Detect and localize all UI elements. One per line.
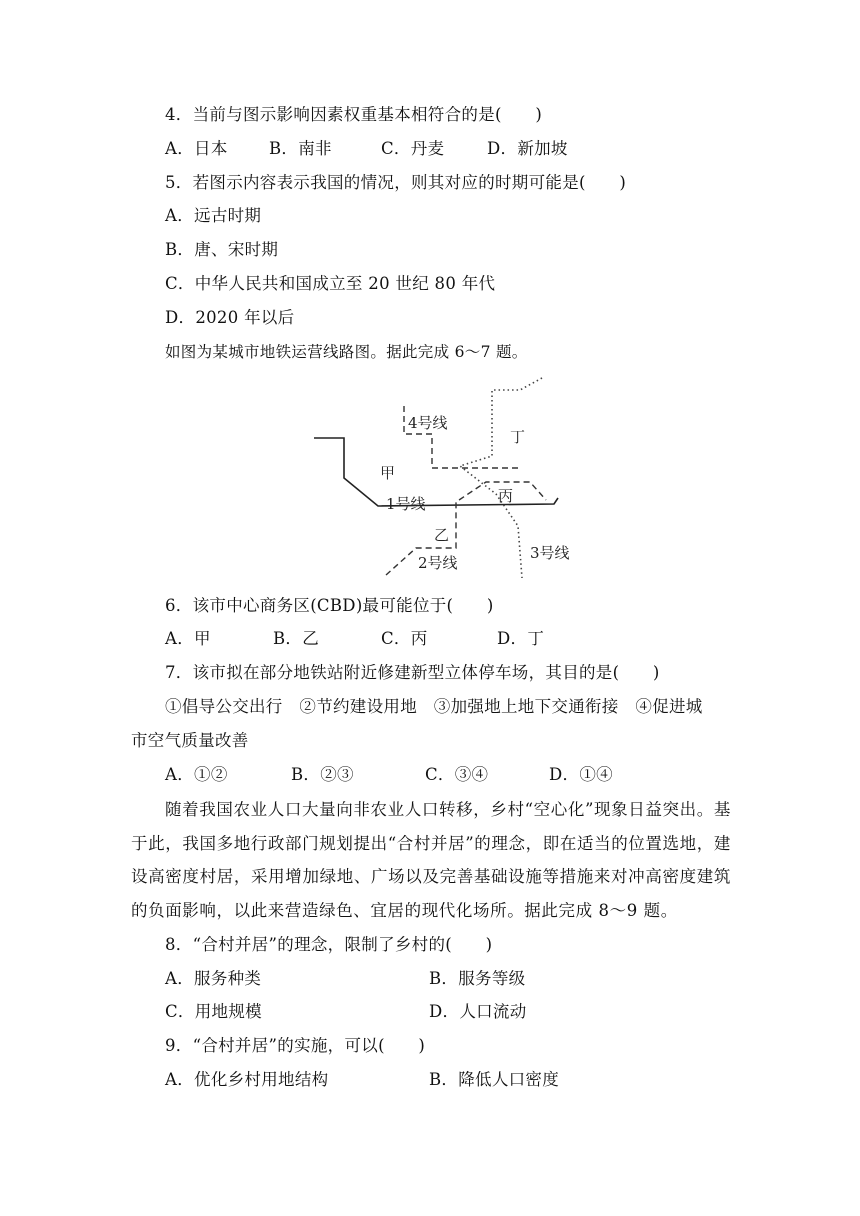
option-b: B．南非: [269, 139, 332, 158]
question-7-stem: 7．该市拟在部分地铁站附近修建新型立体停车场，其目的是( ): [165, 663, 660, 682]
intro-6-7: 如图为某城市地铁运营线路图。据此完成 6～7 题。: [165, 343, 528, 361]
passage-8-9: [131, 793, 731, 927]
question-5-stem: 5．若图示内容表示我国的情况，则其对应的时期可能是( ): [165, 173, 627, 192]
question-8-stem: 8．“合村并居”的理念，限制了乡村的( ): [165, 935, 493, 954]
option-a: A．优化乡村用地结构: [165, 1070, 329, 1089]
option-d: D．①④: [549, 765, 613, 784]
option-c: C．丹麦: [381, 139, 445, 158]
option-c: C．③④: [425, 765, 489, 784]
option-a: A．日本: [165, 139, 228, 158]
label-yi: 乙: [434, 526, 450, 544]
label-jia: 甲: [380, 464, 396, 482]
subway-map: [300, 370, 570, 585]
question-9-stem: 9．“合村并居”的实施，可以( ): [165, 1036, 426, 1055]
option-b: B．服务等级: [429, 969, 526, 988]
question-5-option-c: C．中华人民共和国成立至 20 世纪 80 年代: [165, 274, 496, 293]
question-7-choices-1: ①倡导公交出行 ②节约建设用地 ③加强地上地下交通衔接 ④促进城: [165, 697, 703, 716]
label-line-1: 1号线: [386, 495, 426, 513]
option-a: A．①②: [165, 765, 228, 784]
option-d: D．丁: [497, 629, 545, 648]
label-line-4: 4号线: [408, 414, 448, 432]
question-7-choices-2: 市空气质量改善: [131, 731, 249, 750]
option-a: A．甲: [165, 629, 211, 648]
option-a: A．服务种类: [165, 969, 262, 988]
option-c: C．用地规模: [165, 1002, 262, 1021]
label-line-3: 3号线: [530, 544, 570, 562]
question-5-option-a: A．远古时期: [165, 206, 262, 225]
option-d: D．人口流动: [429, 1002, 527, 1021]
passage-text: 随着我国农业人口大量向非农业人口转移，乡村“空心化”现象日益突出。基于此，我国多地行政部门规划提出“合村并居”的理念，即在适当的位置选地，建设高密度村居，采用增加绿地、广场以及完善基础设施等措施来对冲高密度建筑的负面影响，以此来营造绿色、宜居的现代化场所。据此完成 8～9 题。: [131, 800, 731, 920]
option-b: B．降低人口密度: [429, 1070, 560, 1089]
line-1-route: [314, 438, 558, 506]
question-4-stem: 4．当前与图示影响因素权重基本相符合的是( ): [165, 105, 543, 124]
label-bing: 丙: [498, 487, 514, 505]
label-ding: 丁: [510, 428, 526, 446]
label-line-2: 2号线: [418, 554, 458, 572]
question-5-option-b: B．唐、宋时期: [165, 240, 279, 259]
question-6-stem: 6．该市中心商务区(CBD)最可能位于( ): [165, 596, 494, 615]
option-b: B．②③: [291, 765, 354, 784]
option-d: D．新加坡: [487, 139, 568, 158]
question-5-option-d: D．2020 年以后: [165, 308, 295, 327]
option-c: C．丙: [381, 629, 428, 648]
option-b: B．乙: [273, 629, 320, 648]
